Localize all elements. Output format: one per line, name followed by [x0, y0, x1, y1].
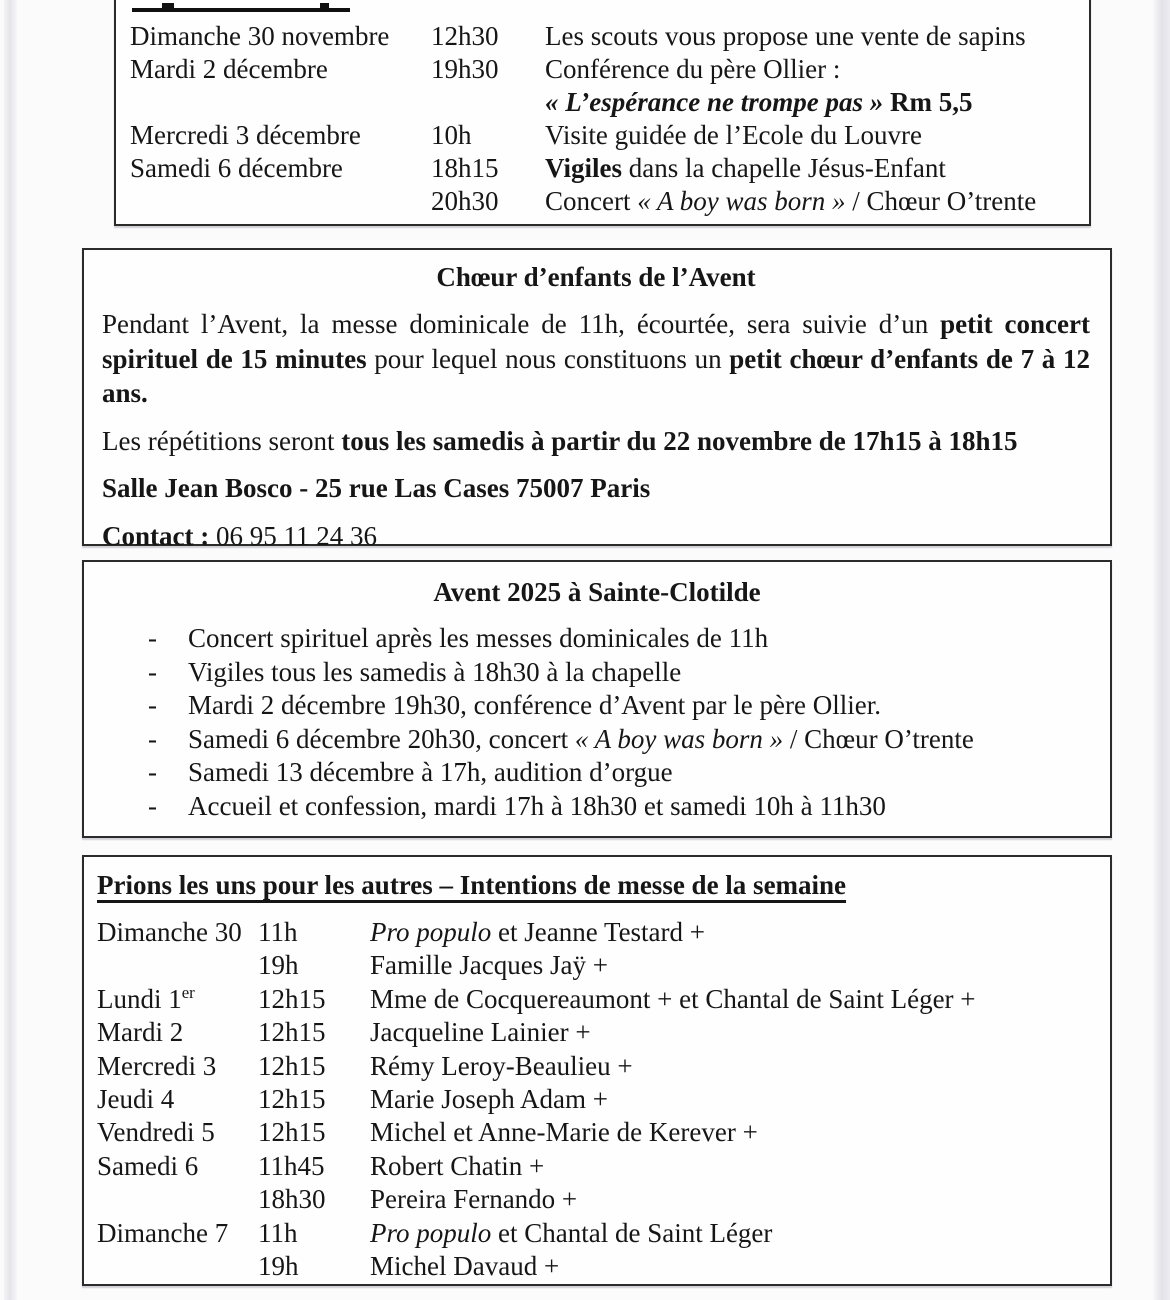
intention-day — [97, 1083, 258, 1116]
intention-text — [370, 1083, 1100, 1116]
list-item — [102, 622, 1092, 656]
rehearsal-schedule: tous les samedis à partir du 22 novembre de 17h15 à 18h15 — [341, 425, 1018, 456]
intention-day — [97, 1150, 258, 1183]
dash-bullet: - — [148, 623, 157, 653]
intention-day — [97, 1183, 258, 1216]
day-text: Mardi 2 — [97, 1017, 184, 1048]
list-item-text — [188, 756, 1092, 790]
names-text: Marie Joseph Adam + — [370, 1084, 608, 1115]
item-text: Vigiles tous les samedis à 18h30 à la chapelle — [188, 656, 682, 687]
choir-text: pour lequel nous constituons un — [366, 343, 730, 374]
advent-title: Avent 2025 à Sainte-Clotilde — [433, 577, 761, 607]
intention-time: 12h15 — [258, 1017, 326, 1048]
names-text: et Chantal de Saint Léger — [491, 1217, 773, 1248]
item-text: Samedi 6 décembre 20h30, concert — [188, 723, 575, 754]
day-text: Lundi 1 — [97, 983, 182, 1014]
intention-day — [97, 1050, 258, 1083]
intention-row — [97, 983, 1100, 1016]
item-text: / Chœur O’trente — [783, 723, 974, 754]
advent-box — [82, 560, 1112, 838]
intentions-box — [82, 855, 1112, 1286]
names-text: Famille Jacques Jaÿ + — [370, 950, 608, 981]
names-text: Jacqueline Lainier + — [370, 1017, 591, 1048]
intention-row — [97, 949, 1100, 982]
intention-day — [97, 1116, 258, 1149]
list-item-text — [188, 790, 1092, 824]
intention-row — [97, 1083, 1100, 1116]
intention-text — [370, 1250, 1100, 1283]
intention-day — [97, 916, 258, 949]
agenda-desc — [545, 152, 1083, 185]
names-text: Mme de Cocquereaumont + et Chantal de Saint Léger + — [370, 983, 976, 1014]
cut-off-header-underline — [132, 8, 350, 12]
agenda-time — [431, 86, 545, 119]
intention-row — [97, 1217, 1100, 1250]
agenda-date: Mercredi 3 décembre — [130, 120, 361, 150]
agenda-date: Mardi 2 décembre — [130, 54, 328, 84]
agenda-desc-text: dans la chapelle Jésus-Enfant — [622, 153, 946, 183]
agenda-date — [130, 86, 431, 119]
names-text: Michel Davaud + — [370, 1251, 560, 1282]
intention-text — [370, 1050, 1100, 1083]
agenda-row — [130, 53, 1083, 86]
intention-text — [370, 916, 1100, 949]
rehearsal-line — [102, 424, 1090, 459]
photo-edge-right — [1152, 0, 1170, 1300]
intentions-title: Prions les uns pour les autres – Intentions de messe de la semaine — [97, 870, 847, 900]
list-item — [102, 723, 1092, 757]
intention-text — [370, 983, 1100, 1016]
names-text: Robert Chatin + — [370, 1150, 545, 1181]
agenda-desc-text: Concert — [545, 186, 638, 216]
intention-time: 19h — [258, 950, 299, 981]
agenda-desc-text: / Chœur O’trente — [845, 186, 1037, 216]
intention-row — [97, 1250, 1100, 1283]
item-text: Mardi 2 décembre 19h30, conférence d’Avent par le père Ollier. — [188, 690, 881, 720]
concert-title: « A boy was born » — [574, 723, 784, 754]
intention-day — [97, 1016, 258, 1049]
intention-row — [97, 1016, 1100, 1049]
latin-text: Pro populo — [370, 917, 492, 947]
agenda-time: 20h30 — [431, 186, 499, 216]
agenda-desc — [545, 20, 1083, 53]
rehearsal-text: Les répétitions seront — [102, 425, 342, 456]
agenda-row — [130, 86, 1083, 119]
intentions-table — [97, 916, 1100, 1283]
names-text: Rémy Leroy-Beaulieu + — [370, 1050, 633, 1081]
contact-phone: 06 95 11 24 36 — [215, 520, 377, 551]
intention-time: 11h — [258, 1217, 298, 1248]
list-item — [102, 656, 1092, 690]
day-text: Dimanche 7 — [97, 1217, 229, 1248]
photo-edge-left — [4, 0, 17, 1300]
day-text: Vendredi 5 — [97, 1117, 215, 1148]
agenda-desc-text: Conférence du père Ollier : — [545, 54, 841, 84]
address-line: Salle Jean Bosco - 25 rue Las Cases 75007 Paris — [102, 473, 651, 503]
intention-row — [97, 1050, 1100, 1083]
agenda-box — [114, 0, 1091, 226]
intention-row — [97, 1150, 1100, 1183]
agenda-time: 19h30 — [431, 54, 499, 84]
conference-quote: « L’espérance ne trompe pas » — [545, 87, 890, 117]
list-item — [102, 756, 1092, 790]
agenda-date: Dimanche 30 novembre — [130, 21, 390, 51]
agenda-row — [130, 20, 1083, 53]
agenda-date: Samedi 6 décembre — [130, 153, 343, 183]
intention-text — [370, 1183, 1100, 1216]
intention-text — [370, 1150, 1100, 1183]
intention-day — [97, 1250, 258, 1283]
intention-time: 12h15 — [258, 1084, 326, 1115]
choir-text: Pendant l’Avent, la messe dominicale de 11h, écourtée, sera suivie d’un — [102, 309, 941, 339]
choir-paragraph — [102, 307, 1090, 411]
list-item-text — [188, 689, 1092, 723]
intention-time: 12h15 — [258, 1050, 326, 1081]
agenda-desc-text: Les scouts vous propose une vente de sapins — [545, 21, 1026, 51]
agenda-desc — [545, 119, 1083, 152]
agenda-desc — [545, 86, 1083, 119]
choir-text-bold: petit concert spirituel de 15 minutes — [102, 309, 1090, 374]
intention-time: 18h30 — [258, 1184, 326, 1215]
choir-box — [82, 248, 1112, 551]
names-text: et Jeanne Testard + — [491, 917, 706, 947]
concert-title: « A boy was born » — [637, 186, 846, 216]
agenda-row — [130, 119, 1083, 152]
names-text: Michel et Anne-Marie de Kerever + — [370, 1117, 758, 1148]
intention-time: 12h15 — [258, 1117, 326, 1148]
day-text: Dimanche 30 — [97, 917, 242, 947]
names-text: Pereira Fernando + — [370, 1184, 578, 1215]
dash-bullet: - — [148, 790, 157, 821]
dash-bullet: - — [148, 757, 157, 787]
day-ordinal: er — [181, 982, 195, 1002]
day-text: Mercredi 3 — [97, 1050, 217, 1081]
intention-day — [97, 949, 258, 982]
item-text: Concert spirituel après les messes dominicales de 11h — [188, 623, 769, 653]
intention-time: 11h45 — [258, 1150, 325, 1181]
list-item-text — [188, 622, 1092, 656]
contact-label: Contact : — [102, 520, 216, 551]
agenda-time: 10h — [431, 120, 472, 150]
agenda-row — [130, 185, 1083, 218]
dash-bullet: - — [148, 656, 157, 687]
agenda-date — [130, 185, 431, 218]
latin-text: Pro populo — [370, 1217, 492, 1248]
intention-row — [97, 916, 1100, 949]
choir-text-bold: petit chœur d’enfants de 7 à 12 ans. — [102, 343, 1090, 408]
agenda-row — [130, 152, 1083, 185]
day-text: Jeudi 4 — [97, 1084, 175, 1115]
bible-reference: Rm 5,5 — [889, 87, 973, 117]
agenda-desc — [545, 185, 1083, 218]
advent-list — [102, 622, 1092, 823]
agenda-time: 12h30 — [431, 21, 499, 51]
contact-line — [102, 519, 1090, 554]
choir-title: Chœur d’enfants de l’Avent — [436, 262, 756, 292]
intention-row — [97, 1183, 1100, 1216]
intention-text — [370, 1016, 1100, 1049]
intention-text — [370, 1116, 1100, 1149]
vigiles-label: Vigiles — [545, 153, 622, 183]
item-text: Accueil et confession, mardi 17h à 18h30 et samedi 10h à 11h30 — [188, 790, 886, 821]
intention-time: 11h — [258, 917, 298, 947]
item-text: Samedi 13 décembre à 17h, audition d’orgue — [188, 757, 673, 787]
list-item-text — [188, 723, 1092, 757]
intention-time: 19h — [258, 1251, 299, 1282]
intention-time: 12h15 — [258, 983, 326, 1014]
intention-text — [370, 1217, 1100, 1250]
list-item — [102, 689, 1092, 723]
day-text: Samedi 6 — [97, 1150, 199, 1181]
list-item-text — [188, 656, 1092, 690]
dash-bullet: - — [148, 723, 157, 754]
intention-text — [370, 949, 1100, 982]
agenda-desc-text: Visite guidée de l’Ecole du Louvre — [545, 120, 922, 150]
intention-row — [97, 1116, 1100, 1149]
list-item — [102, 790, 1092, 824]
dash-bullet: - — [148, 690, 157, 720]
agenda-time: 18h15 — [431, 153, 499, 183]
intention-day — [97, 983, 258, 1016]
agenda-desc — [545, 53, 1083, 86]
intention-day — [97, 1217, 258, 1250]
